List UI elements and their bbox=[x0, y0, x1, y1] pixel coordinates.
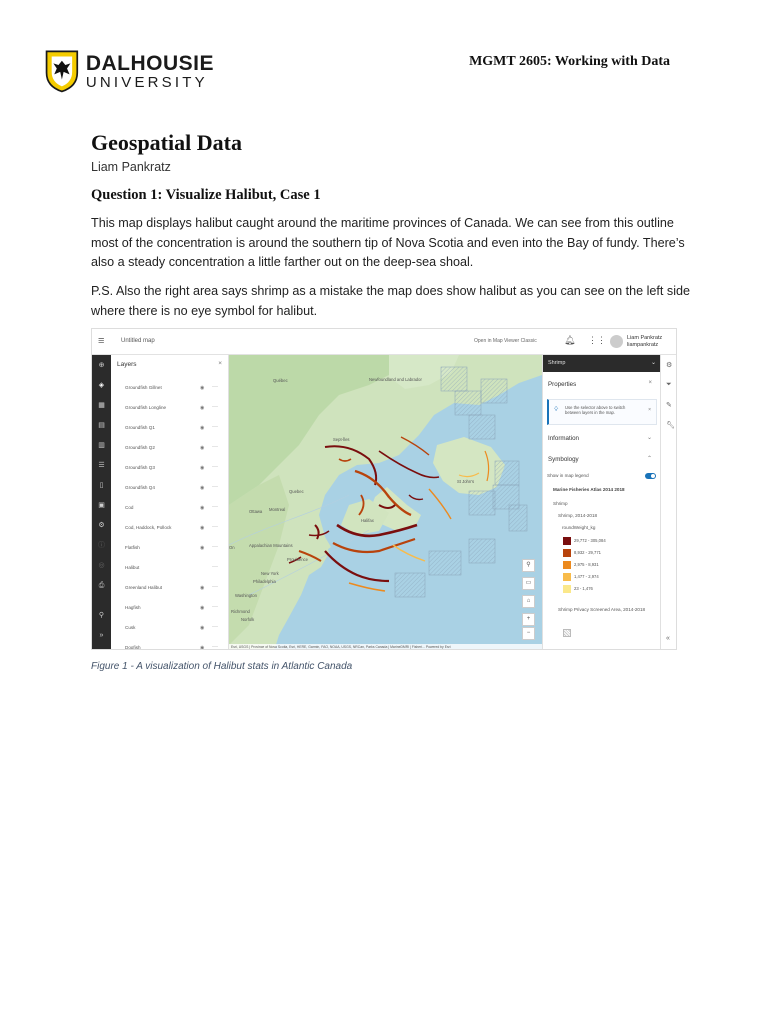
eye-icon[interactable]: ◉ bbox=[200, 385, 205, 391]
map-title: Untitled map bbox=[121, 338, 155, 344]
tables-icon[interactable]: ▦ bbox=[98, 402, 105, 409]
privacy-label: Shrimp Privacy Screened Area, 2014-2018 bbox=[558, 607, 646, 612]
course-title: MGMT 2605: Working with Data bbox=[469, 54, 670, 69]
avatar[interactable] bbox=[610, 335, 623, 348]
legend-toggle[interactable] bbox=[645, 473, 656, 479]
layer-label: Groundfish Q4 bbox=[125, 485, 155, 490]
close-icon[interactable]: × bbox=[648, 380, 652, 386]
chevron-down-icon: ⌄ bbox=[650, 360, 656, 366]
eye-icon[interactable]: ◉ bbox=[200, 585, 205, 591]
map-label-on: On bbox=[229, 545, 235, 550]
legend-class-label: 29,772 - 305,084 bbox=[574, 538, 606, 543]
collapse-panel-icon[interactable]: « bbox=[666, 635, 670, 642]
more-options-icon[interactable]: ··· bbox=[212, 484, 218, 490]
map-label-nl: Newfoundland and Labrador bbox=[369, 377, 422, 382]
more-options-icon[interactable]: ··· bbox=[212, 544, 218, 550]
layer-item[interactable] bbox=[111, 441, 229, 459]
layer-item[interactable] bbox=[111, 541, 229, 559]
layers-icon[interactable]: ◈ bbox=[98, 382, 105, 389]
more-options-icon[interactable]: ··· bbox=[212, 424, 218, 430]
more-options-icon[interactable]: ··· bbox=[212, 384, 218, 390]
more-options-icon[interactable]: ··· bbox=[212, 564, 218, 570]
legend-swatch bbox=[563, 537, 571, 545]
settings-icon[interactable]: ⚙ bbox=[98, 522, 105, 529]
more-options-icon[interactable]: ··· bbox=[212, 524, 218, 530]
layers-title: Layers bbox=[117, 361, 137, 368]
chevron-down-icon[interactable]: ⌄ bbox=[646, 435, 652, 441]
add-icon[interactable]: ⊕ bbox=[98, 362, 105, 369]
map-label-providence: Providence bbox=[287, 557, 308, 562]
legend-swatch bbox=[563, 573, 571, 581]
layer-label: Groundfish Longline bbox=[125, 405, 167, 410]
edit-icon[interactable]: ✎ bbox=[666, 402, 672, 409]
open-classic-link[interactable]: Open in Map Viewer Classic bbox=[474, 338, 537, 344]
wrench-icon[interactable]: 🔧︎ bbox=[666, 422, 675, 429]
properties-tool-icon[interactable]: ⚙ bbox=[666, 362, 673, 369]
powered-by[interactable]: Powered by Esri bbox=[425, 645, 451, 649]
eye-icon[interactable]: ◉ bbox=[200, 545, 205, 551]
legend-class-label: 23 - 1,476 bbox=[574, 586, 593, 591]
layer-label: Groundfish Q1 bbox=[125, 425, 155, 430]
map-label-philadelphia: Philadelphia bbox=[253, 579, 276, 584]
map-label-sept-iles: Sept-Îles bbox=[333, 437, 350, 442]
question-heading: Question 1: Visualize Halibut, Case 1 bbox=[91, 187, 321, 203]
map-label-stjohns: St John's bbox=[457, 479, 475, 484]
map-home-icon[interactable]: ⌂ bbox=[522, 595, 535, 608]
layer-item[interactable] bbox=[111, 641, 229, 650]
logo-line1: DALHOUSIE bbox=[85, 51, 214, 75]
layers-panel bbox=[111, 355, 229, 650]
layer-item[interactable] bbox=[111, 521, 229, 539]
map-label-richmond: Richmond bbox=[231, 609, 250, 614]
user-handle: liampankratz bbox=[627, 342, 659, 348]
more-options-icon[interactable]: ··· bbox=[212, 584, 218, 590]
map-attribution bbox=[229, 644, 542, 650]
field-name: roundWeight_kg bbox=[562, 525, 596, 530]
layer-label: Groundfish Q3 bbox=[125, 465, 155, 470]
eye-icon[interactable]: ◉ bbox=[200, 405, 205, 411]
logo-line2: UNIVERSITY bbox=[85, 73, 208, 91]
bell-icon[interactable]: 🔔︎ bbox=[564, 335, 576, 345]
layer-label: Cusk bbox=[125, 625, 136, 630]
share-icon[interactable]: ◎ bbox=[98, 562, 105, 569]
eye-icon[interactable]: ◉ bbox=[200, 425, 205, 431]
information-section[interactable]: Information bbox=[548, 435, 579, 442]
layer-label: Flatfish bbox=[125, 545, 140, 550]
map-label-quebec-north: Québec bbox=[273, 378, 288, 383]
close-note-icon[interactable]: × bbox=[648, 407, 651, 413]
map-label-new-york: New York bbox=[261, 571, 279, 576]
layer-item[interactable] bbox=[111, 501, 229, 519]
note-text: Use the selector above to switch between layers in the map. bbox=[565, 405, 626, 415]
legend-class-label: 1,477 - 2,974 bbox=[574, 574, 599, 579]
apps-grid-icon[interactable]: ⋮⋮ bbox=[588, 335, 606, 345]
layer-label: Dogfish bbox=[125, 645, 141, 650]
symbology-section[interactable]: Symbology bbox=[548, 456, 579, 463]
print-icon[interactable]: ⎙ bbox=[98, 582, 105, 589]
eye-icon[interactable]: ◉ bbox=[200, 505, 205, 511]
paragraph-1: This map displays halibut caught around the maritime provinces of Canada. We can see from this outline most of the concentration is around the southern tip of Nova Scotia and even into the Bay of fundy. There’s also a steady concentration a little farther out on the deep-sea shoal. bbox=[91, 216, 685, 269]
map-search-icon[interactable]: ⚲ bbox=[522, 559, 535, 572]
more-options-icon[interactable]: ··· bbox=[212, 464, 218, 470]
group-name: Shrimp bbox=[553, 501, 568, 506]
legend-swatch bbox=[563, 549, 571, 557]
author-name: Liam Pankratz bbox=[91, 160, 171, 174]
charts-icon[interactable]: ▥ bbox=[98, 442, 105, 449]
map-screen-icon[interactable]: ▭ bbox=[522, 577, 535, 590]
close-icon[interactable]: × bbox=[218, 360, 222, 367]
layer-item[interactable] bbox=[111, 601, 229, 619]
user-info[interactable] bbox=[627, 335, 662, 349]
map-label-norfolk: Norfolk bbox=[241, 617, 255, 622]
zoom-out-button[interactable]: − bbox=[522, 627, 535, 640]
layer-label: Hagfish bbox=[125, 605, 141, 610]
shield-icon bbox=[44, 45, 80, 97]
map-viewer-topbar bbox=[92, 329, 677, 355]
eye-icon[interactable]: ◉ bbox=[200, 525, 205, 531]
more-options-icon[interactable]: ··· bbox=[212, 624, 218, 630]
layer-label: Halibut bbox=[125, 565, 140, 570]
layer-selector-dropdown[interactable] bbox=[543, 355, 661, 372]
menu-icon[interactable]: ≡ bbox=[98, 335, 105, 347]
map-label-appalachian: Appalachian Mountains bbox=[249, 543, 293, 548]
layer-item[interactable] bbox=[111, 421, 229, 439]
more-options-icon[interactable]: ··· bbox=[212, 444, 218, 450]
basemap-icon[interactable]: ▤ bbox=[98, 422, 105, 429]
map-svg[interactable] bbox=[229, 355, 542, 650]
atlas-title: Marine Fisheries Atlas 2014 2018 bbox=[553, 487, 625, 492]
info-note bbox=[547, 399, 657, 425]
lightbulb-icon: 💡︎ bbox=[554, 407, 559, 413]
layer-label: Groundfish Q2 bbox=[125, 445, 155, 450]
map-viewer-screenshot bbox=[91, 328, 677, 650]
eye-icon[interactable]: ◉ bbox=[200, 465, 205, 471]
eye-icon[interactable]: ◉ bbox=[200, 645, 205, 650]
more-options-icon[interactable]: ··· bbox=[212, 644, 218, 650]
layer-item[interactable] bbox=[111, 621, 229, 639]
layer-label: Cod, Haddock, Pollock bbox=[125, 525, 172, 530]
map-label-montreal: Montreal bbox=[269, 507, 286, 512]
sublayer-name: Shrimp, 2014-2018 bbox=[558, 513, 598, 518]
bookmarks-icon[interactable]: ▯ bbox=[99, 482, 104, 489]
map-label-quebec-city: Quebec bbox=[289, 489, 304, 494]
legend-icon[interactable]: ☰ bbox=[98, 462, 105, 469]
layer-label: Greenland Halibut bbox=[125, 585, 163, 590]
layer-item[interactable] bbox=[111, 581, 229, 599]
search-tool-icon[interactable]: ⚲ bbox=[98, 612, 105, 619]
more-options-icon[interactable]: ··· bbox=[212, 604, 218, 610]
layer-item[interactable] bbox=[111, 401, 229, 419]
filter-icon[interactable]: ⏷ bbox=[666, 381, 672, 388]
user-name: Liam Pankratz bbox=[627, 335, 663, 341]
chevron-up-icon[interactable]: ⌃ bbox=[646, 456, 652, 462]
legend-swatch bbox=[563, 585, 571, 593]
legend-class-label: 2,975 - 8,931 bbox=[574, 562, 599, 567]
layer-label: Groundfish Gillnet bbox=[125, 385, 162, 390]
eye-icon[interactable]: ◉ bbox=[200, 625, 205, 631]
zoom-in-button[interactable]: + bbox=[522, 613, 535, 626]
map-label-ottawa: Ottawa bbox=[249, 509, 263, 514]
layer-label: Cod bbox=[125, 505, 134, 510]
eye-icon[interactable]: ◉ bbox=[200, 605, 205, 611]
attribution-text: Esri, USGS | Province of Nova Scotia, Esri, HERE, Garmin, FAO, NOAA, USGS, NRCan, Parks Canada | MarineDMRI | Fisheri... bbox=[231, 645, 425, 649]
info-icon[interactable]: ⓘ bbox=[98, 542, 105, 549]
legend-swatch bbox=[563, 561, 571, 569]
properties-title: Properties bbox=[548, 381, 577, 388]
map-label-halifax: Halifax bbox=[361, 518, 374, 523]
eye-icon[interactable]: ◉ bbox=[200, 485, 205, 491]
eye-icon[interactable]: ◉ bbox=[200, 445, 205, 451]
left-toolbar bbox=[92, 355, 111, 650]
right-toolbar bbox=[660, 355, 677, 650]
legend-toggle-label: Show in map legend bbox=[547, 473, 589, 478]
more-options-icon[interactable]: ··· bbox=[212, 404, 218, 410]
privacy-swatch bbox=[563, 629, 571, 637]
layer-item-halibut[interactable] bbox=[111, 561, 229, 579]
paragraph-2: P.S. Also the right area says shrimp as a mistake the map does show halibut as you can see on the left side where there is no eye symbol for halibut. bbox=[91, 284, 691, 318]
collapse-icon[interactable]: » bbox=[99, 632, 104, 639]
layer-selector-value: Shrimp bbox=[548, 360, 566, 366]
more-options-icon[interactable]: ··· bbox=[212, 504, 218, 510]
figure-caption: Figure 1 - A visualization of Halibut stats in Atlantic Canada bbox=[91, 661, 353, 672]
page-title: Geospatial Data bbox=[91, 130, 242, 155]
layer-item[interactable] bbox=[111, 381, 229, 399]
university-logo bbox=[44, 44, 214, 98]
layer-item[interactable] bbox=[111, 461, 229, 479]
map-canvas[interactable] bbox=[229, 355, 542, 650]
map-label-washington: Washington bbox=[235, 593, 257, 598]
legend-class-label: 8,932 - 29,771 bbox=[574, 550, 602, 555]
layer-item[interactable] bbox=[111, 481, 229, 499]
properties-panel bbox=[542, 355, 660, 650]
properties-icon[interactable]: ▣ bbox=[98, 502, 105, 509]
